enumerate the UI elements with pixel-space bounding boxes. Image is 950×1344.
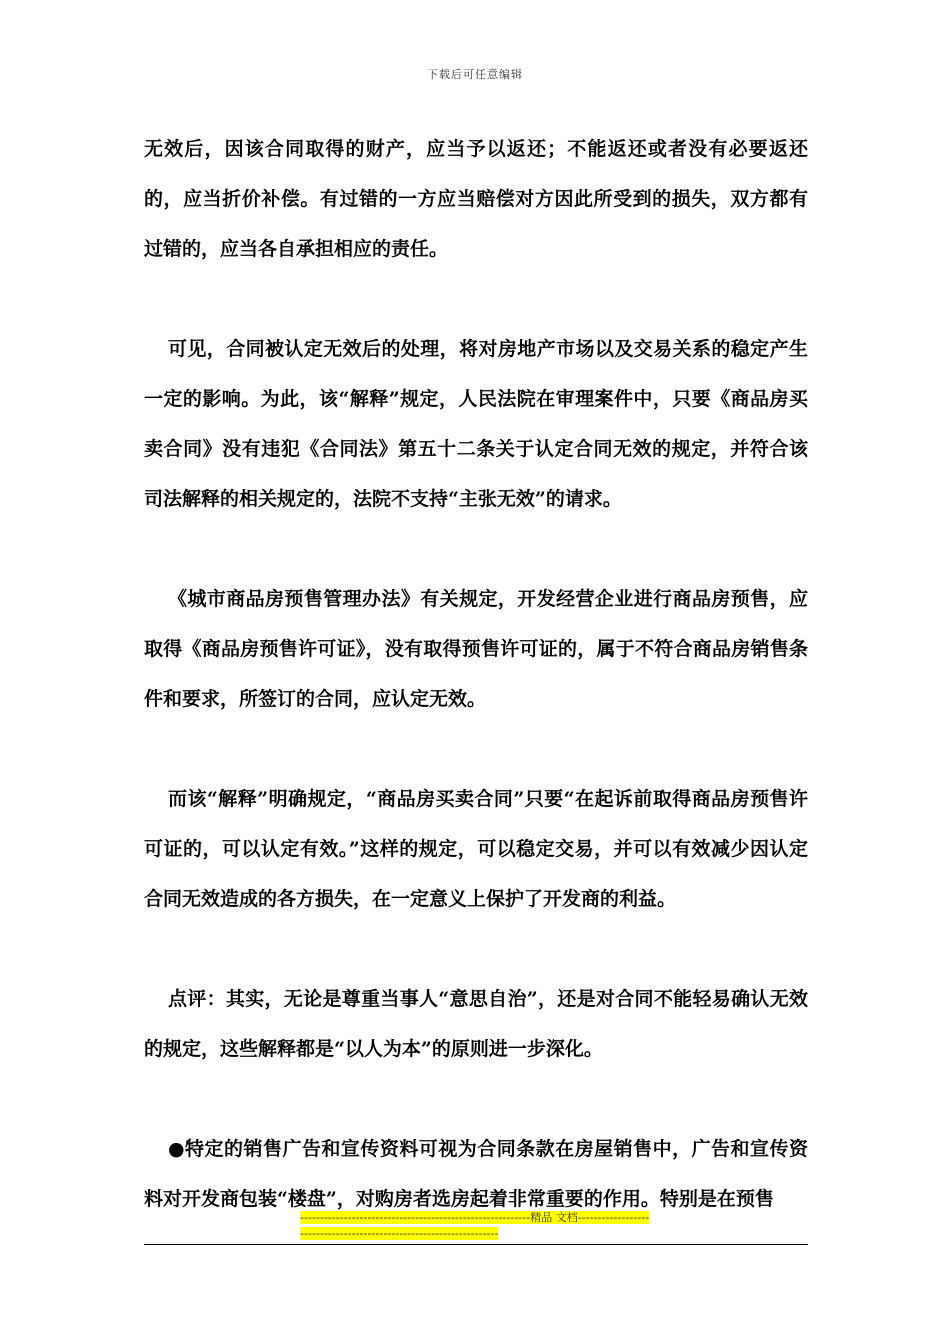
- paragraph-6: ●特定的销售广告和宣传资料可视为合同条款在房屋销售中，广告和宣传资料对开发商包装“楼盘”，对购房者选房起着非常重要的作用。特别是在预售: [144, 1138, 808, 1210]
- footer-banner-text: ----------------------------------------------------------精品 文档--------------------------------------------------------------------: [300, 1211, 650, 1240]
- paragraph-1: 无效后，因该合同取得的财产，应当予以返还；不能返还或者没有必要返还的，应当折价补偿。有过错的一方应当赔偿对方因此所受到的损失，双方都有过错的，应当各自承担相应的责任。: [144, 138, 808, 260]
- paragraph-gap: [144, 524, 808, 574]
- document-body: [144, 124, 808, 1224]
- paragraph-gap: [144, 924, 808, 974]
- paragraph-gap: [144, 724, 808, 774]
- footer-banner: [300, 1210, 650, 1242]
- paragraph-2: 可见，合同被认定无效后的处理，将对房地产市场以及交易关系的稳定产生一定的影响。为此，该“解释”规定，人民法院在审理案件中，只要《商品房买卖合同》没有违犯《合同法》第五十二条关于认定合同无效的规定，并符合该司法解释的相关规定的，法院不支持“主张无效”的请求。: [144, 338, 808, 510]
- paragraph-3: 《城市商品房预售管理办法》有关规定，开发经营企业进行商品房预售，应取得《商品房预售许可证》，没有取得预售许可证的，属于不符合商品房销售条件和要求，所签订的合同，应认定无效。: [144, 588, 808, 710]
- paragraph-gap: [144, 1074, 808, 1124]
- paragraph-5: 点评：其实，无论是尊重当事人“意思自治”，还是对合同不能轻易确认无效的规定，这些解释都是“以人为本”的原则进一步深化。: [144, 988, 808, 1060]
- paragraph-gap: [144, 274, 808, 324]
- paragraph-4: 而该“解释”明确规定，“商品房买卖合同”只要“在起诉前取得商品房预售许可证的，可以认定有效。”这样的规定，可以稳定交易，并可以有效减少因认定合同无效造成的各方损失，在一定意义上保护了开发商的利益。: [144, 788, 808, 910]
- header-note: 下载后可任意编辑: [427, 68, 523, 81]
- footer-divider: [144, 1244, 808, 1245]
